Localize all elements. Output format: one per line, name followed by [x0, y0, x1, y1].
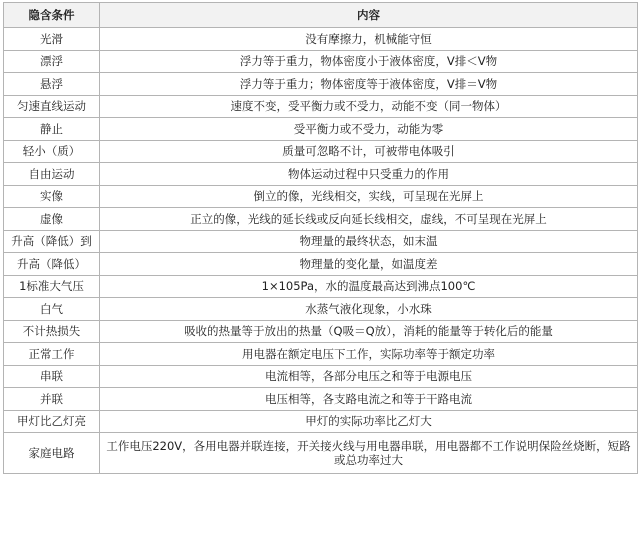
header-content: 内容 — [100, 3, 638, 28]
table-row — [4, 275, 638, 298]
table-row — [4, 95, 638, 118]
condition-cell: 升高（降低）到 — [4, 230, 100, 253]
table-row — [4, 433, 638, 474]
condition-cell: 正常工作 — [4, 343, 100, 366]
condition-cell: 漂浮 — [4, 50, 100, 73]
content-cell: 电压相等，各支路电流之和等于干路电流 — [100, 388, 638, 411]
condition-cell: 升高（降低） — [4, 253, 100, 276]
content-cell: 质量可忽略不计，可被带电体吸引 — [100, 140, 638, 163]
content-cell: 速度不变，受平衡力或不受力，动能不变（同一物体） — [100, 95, 638, 118]
table-row — [4, 320, 638, 343]
conditions-table-container — [3, 2, 637, 474]
table-row — [4, 253, 638, 276]
table-row — [4, 388, 638, 411]
condition-cell: 不计热损失 — [4, 320, 100, 343]
condition-cell: 甲灯比乙灯亮 — [4, 410, 100, 433]
implicit-conditions-table — [3, 2, 638, 474]
content-cell: 吸收的热量等于放出的热量（Q吸＝Q放），消耗的能量等于转化后的能量 — [100, 320, 638, 343]
content-cell: 电流相等，各部分电压之和等于电源电压 — [100, 365, 638, 388]
condition-cell: 光滑 — [4, 28, 100, 51]
content-cell: 浮力等于重力；物体密度等于液体密度，V排＝V物 — [100, 73, 638, 96]
table-row — [4, 298, 638, 321]
table-row — [4, 410, 638, 433]
condition-cell: 匀速直线运动 — [4, 95, 100, 118]
content-cell: 物理量的变化量，如温度差 — [100, 253, 638, 276]
table-row — [4, 343, 638, 366]
content-cell: 正立的像，光线的延长线或反向延长线相交，虚线，不可呈现在光屏上 — [100, 208, 638, 231]
condition-cell: 串联 — [4, 365, 100, 388]
content-cell: 物理量的最终状态，如末温 — [100, 230, 638, 253]
table-row — [4, 50, 638, 73]
table-row — [4, 365, 638, 388]
content-cell: 1×105Pa，水的温度最高达到沸点100℃ — [100, 275, 638, 298]
condition-cell: 虚像 — [4, 208, 100, 231]
table-header-row — [4, 3, 638, 28]
table-row — [4, 28, 638, 51]
content-cell: 水蒸气液化现象，小水珠 — [100, 298, 638, 321]
content-cell: 倒立的像，光线相交，实线，可呈现在光屏上 — [100, 185, 638, 208]
table-row — [4, 208, 638, 231]
table-row — [4, 140, 638, 163]
condition-cell: 1标准大气压 — [4, 275, 100, 298]
condition-cell: 悬浮 — [4, 73, 100, 96]
table-row — [4, 163, 638, 186]
condition-cell: 并联 — [4, 388, 100, 411]
table-row — [4, 118, 638, 141]
content-cell: 浮力等于重力，物体密度小于液体密度，V排＜V物 — [100, 50, 638, 73]
table-row — [4, 73, 638, 96]
condition-cell: 轻小（质） — [4, 140, 100, 163]
condition-cell: 白气 — [4, 298, 100, 321]
content-cell: 受平衡力或不受力，动能为零 — [100, 118, 638, 141]
condition-cell: 静止 — [4, 118, 100, 141]
table-row — [4, 230, 638, 253]
table-row — [4, 185, 638, 208]
content-cell: 用电器在额定电压下工作，实际功率等于额定功率 — [100, 343, 638, 366]
condition-cell: 实像 — [4, 185, 100, 208]
condition-cell: 自由运动 — [4, 163, 100, 186]
header-condition: 隐含条件 — [4, 3, 100, 28]
condition-cell: 家庭电路 — [4, 433, 100, 474]
content-cell: 甲灯的实际功率比乙灯大 — [100, 410, 638, 433]
content-cell: 没有摩擦力，机械能守恒 — [100, 28, 638, 51]
content-cell: 工作电压220V，各用电器并联连接，开关接火线与用电器串联，用电器都不工作说明保险丝烧断，短路或总功率过大 — [100, 433, 638, 474]
content-cell: 物体运动过程中只受重力的作用 — [100, 163, 638, 186]
